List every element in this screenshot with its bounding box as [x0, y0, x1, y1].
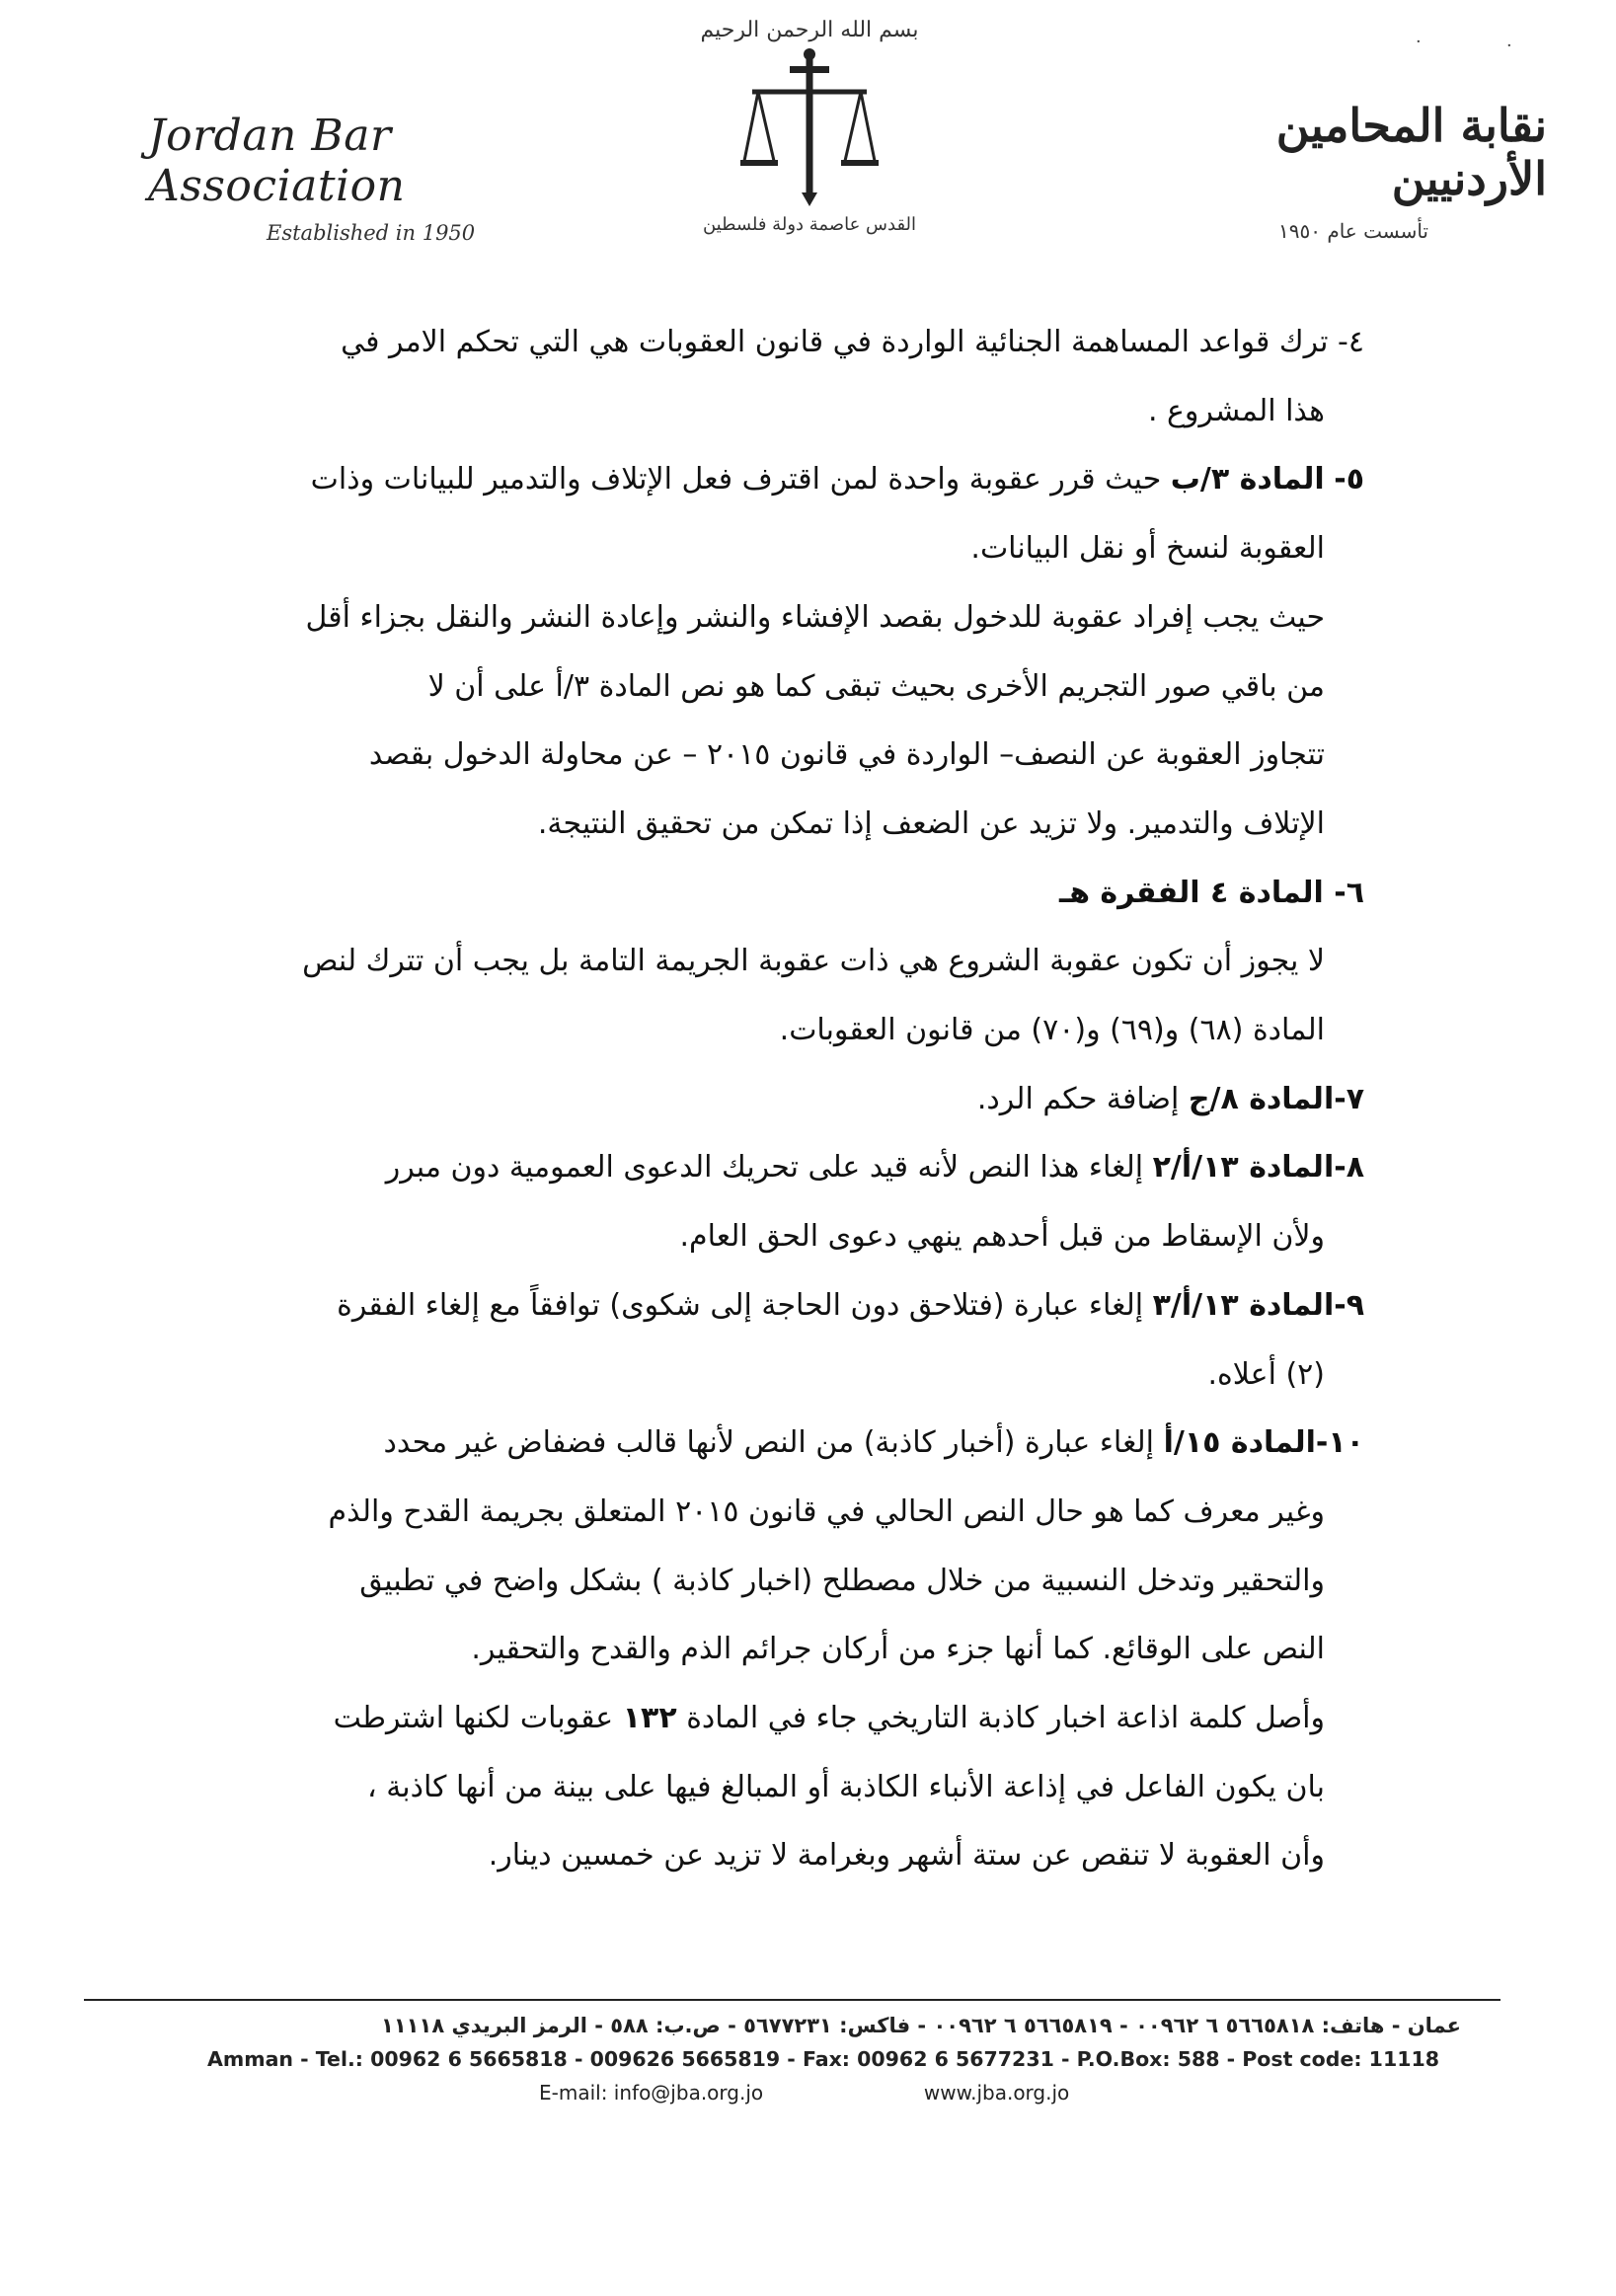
arabic-letterhead — [1122, 99, 1547, 243]
item-4-continuation: هذا المشروع . — [1147, 393, 1325, 428]
item-6-heading: ٦- المادة ٤ الفقرة هـ — [1058, 875, 1364, 910]
footer-english-contact: Amman - Tel.: 00962 6 5665818 - 009626 5665819 - Fax: 00962 6 5677231 - P.O.Box: 588 - Post code: 11118 — [207, 2047, 1439, 2071]
footer-divider — [84, 1999, 1501, 2001]
item-10-line: والتحقير وتدخل النسبية من خلال مصطلح (اخبار كاذبة ) بشكل واضح في تطبيق — [359, 1563, 1325, 1598]
item-6-para-line: لا يجوز أن تكون عقوبة الشروع هي ذات عقوبة الجريمة التامة بل يجب أن تترك لنص — [302, 944, 1325, 979]
item-8: ٨-المادة ١٣/أ/٢ إلغاء هذا النص لأنه قيد على تحريك الدعوى العمومية دون مبرر — [385, 1150, 1364, 1186]
scan-speck: · — [1506, 36, 1512, 56]
item-6-para-line: المادة (٦٨) و(٦٩) و(٧٠) من قانون العقوبات. — [779, 1013, 1325, 1048]
english-letterhead — [148, 111, 582, 245]
footer-web — [539, 2081, 1230, 2105]
item-9-continuation: (٢) أعلاه. — [1207, 1356, 1325, 1392]
arabic-org-name: نقابة المحامين الأردنيين — [1275, 99, 1547, 205]
item-10-para-line: وأن العقوبة لا تنقص عن ستة أشهر وبغرامة لا تزيد عن خمسين دينار. — [488, 1838, 1325, 1874]
item-4: ٤- ترك قواعد المساهمة الجنائية الواردة في قانون العقوبات هي التي تحكم الامر في — [341, 325, 1364, 359]
item-9: ٩-المادة ١٣/أ/٣ إلغاء عبارة (فتلاحق دون الحاجة إلى شكوى) توافقاً مع إلغاء الفقرة — [337, 1287, 1364, 1323]
item-10-line: وغير معرف كما هو حال النص الحالي في قانون ٢٠١٥ المتعلق بجريمة القدح والذم — [328, 1493, 1325, 1529]
arabic-established: تأسست عام ١٩٥٠ — [1278, 219, 1428, 243]
basmala: بسم الله الرحمن الرحيم — [700, 18, 919, 42]
item-5-para-line: تتجاوز العقوبة عن النصف– الواردة في قانون ٢٠١٥ – عن محاولة الدخول بقصد — [368, 737, 1325, 773]
letter-body — [249, 308, 1364, 1890]
item-10: ١٠-المادة ١٥/أ إلغاء عبارة (أخبار كاذبة) من النص لأنها قالب فضفاض غير محدد — [383, 1425, 1364, 1461]
footer-email[interactable]: E-mail: info@jba.org.jo — [539, 2081, 764, 2105]
item-5-para-line: من باقي صور التجريم الأخرى بحيث تبقى كما هو نص المادة ٣/أ على أن لا — [427, 668, 1325, 704]
item-5: ٥- المادة ٣/ب حيث قرر عقوبة واحدة لمن اقترف فعل الإتلاف والتدمير للبيانات وذات — [310, 462, 1364, 497]
item-10-para-line: بان يكون الفاعل في إذاعة الأنباء الكاذبة أو المبالغ فيها على بينة من أنها كاذبة ، — [367, 1769, 1325, 1804]
letterhead-emblem — [691, 18, 928, 235]
item-5-para-line: حيث يجب إفراد عقوبة للدخول بقصد الإفشاء والنشر وإعادة النشر والنقل بجزاء أقل — [305, 599, 1325, 635]
footer-website-link[interactable]: www.jba.org.jo — [923, 2081, 1070, 2105]
footer-arabic-contact: عمان - هاتف: ٥٦٦٥٨١٨ ٦ ٠٠٩٦٢ - ٥٦٦٥٨١٩ ٦ ٠٠٩٦٢ - فاكس: ٥٦٧٧٢٣١ - ص.ب: ٥٨٨ - الرمز البريدي ١١١١٨ — [381, 2014, 1461, 2037]
english-established: Established in 1950 — [267, 221, 476, 245]
item-5-continuation: العقوبة لنسخ أو نقل البيانات. — [970, 531, 1325, 567]
item-10-para-line: وأصل كلمة اذاعة اخبار كاذبة التاريخي جاء في المادة ١٣٢ عقوبات لكنها اشترطت — [333, 1701, 1325, 1736]
item-5-para-line: الإتلاف والتدمير. ولا تزيد عن الضعف إذا تمكن من تحقيق النتيجة. — [537, 805, 1325, 841]
letterhead-motto: القدس عاصمة دولة فلسطين — [702, 214, 917, 235]
item-8-continuation: ولأن الإسقاط من قبل أحدهم ينهي دعوى الحق العام. — [679, 1219, 1325, 1255]
item-7: ٧-المادة ٨/ج إضافة حكم الرد. — [976, 1081, 1364, 1116]
scales-of-justice-icon — [740, 44, 879, 212]
english-org-name: Jordan Bar Association — [148, 111, 406, 211]
item-10-line: النص على الوقائع. كما أنها جزء من أركان جرائم الذم والقدح والتحقير. — [471, 1632, 1325, 1667]
scan-speck: · — [1416, 32, 1422, 52]
